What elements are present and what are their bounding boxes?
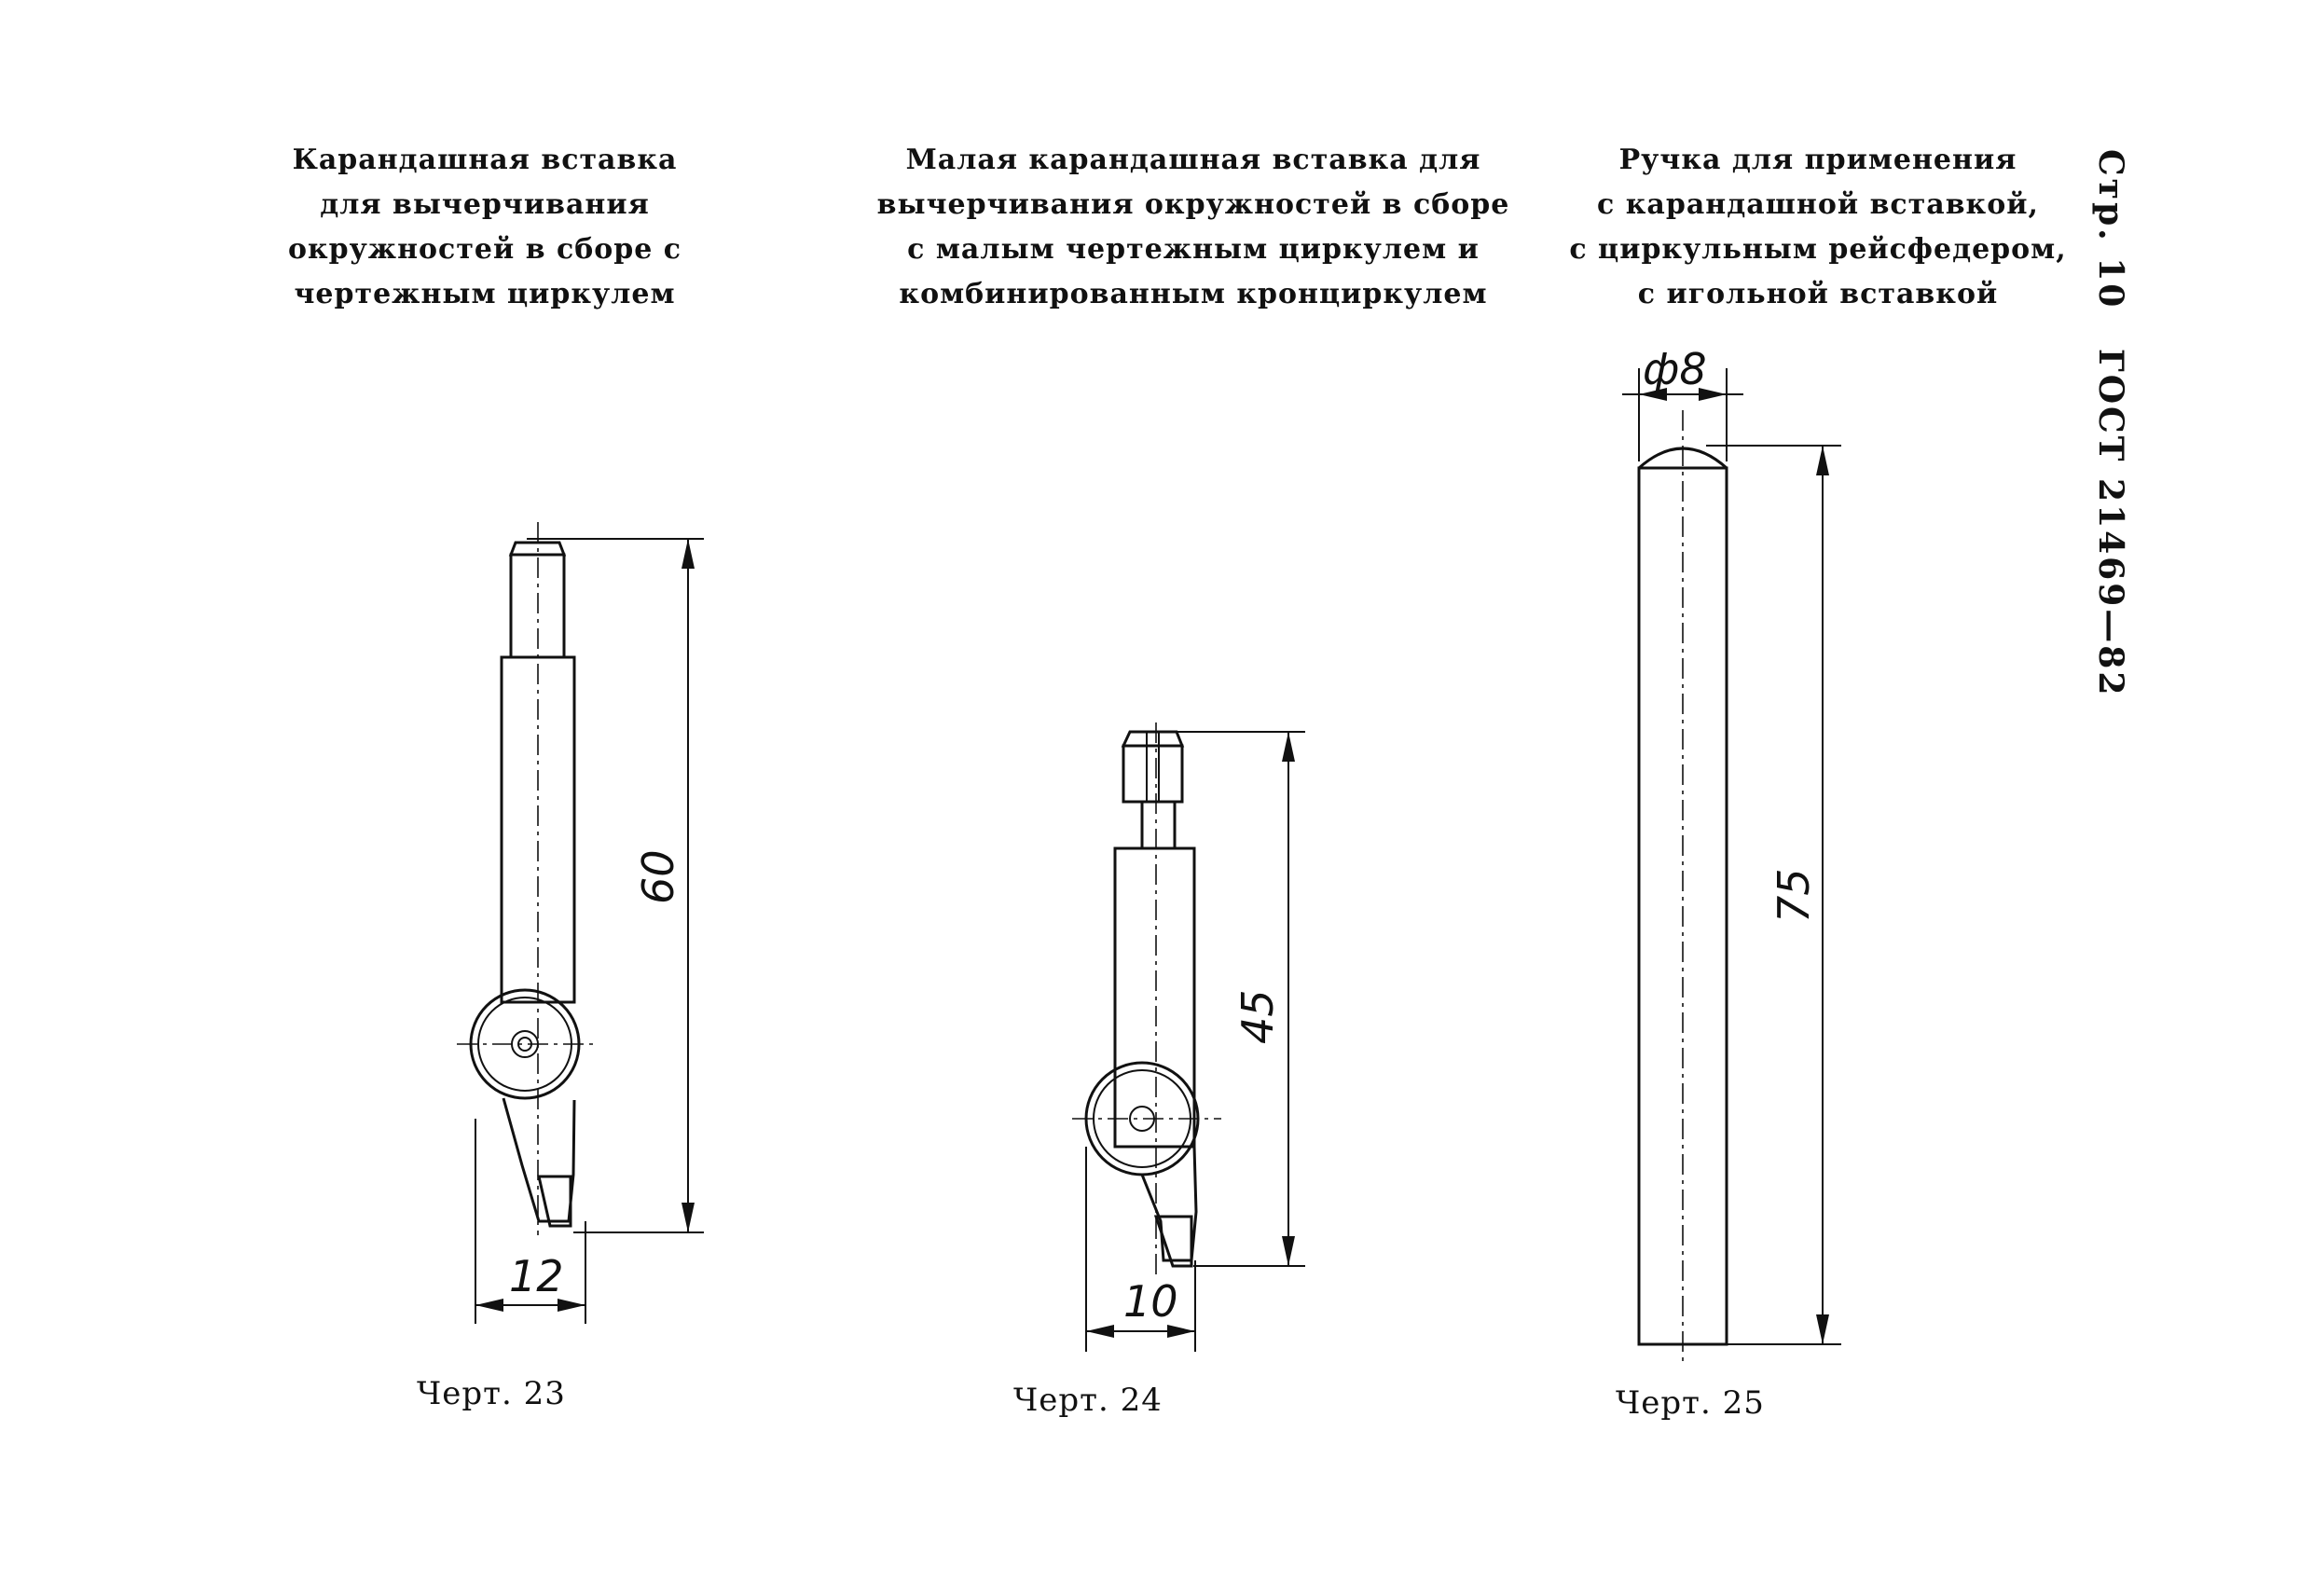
heading-line: окружностей в сборе с (287, 233, 682, 266)
heading-line: с циркульным рейсфедером, (1569, 233, 2067, 266)
arrow-head (1086, 1325, 1114, 1338)
arrow-head (1816, 1314, 1829, 1344)
dimension-length-25: 75 (1769, 868, 1819, 923)
heading-line: Ручка для применения (1618, 144, 2017, 176)
heading-line: вычерчивания окружностей в сборе (876, 188, 1510, 221)
heading-line: Малая карандашная вставка для (905, 144, 1481, 176)
dimension-length-24: 45 (1232, 989, 1283, 1044)
caption-chert-23: Черт. 23 (417, 1375, 566, 1412)
heading-line: с игольной вставкой (1637, 278, 1999, 310)
clamp-ring-outer (471, 990, 579, 1098)
heading-line: для вычерчивания (320, 188, 650, 221)
insert-upper-rod (1123, 746, 1182, 802)
arrow-head (682, 539, 695, 569)
pencil-holder (1142, 1147, 1196, 1260)
caption-chert-25: Черт. 25 (1616, 1384, 1765, 1422)
dimension-width-24: 10 (1123, 1276, 1178, 1327)
dimension-width-23: 12 (509, 1251, 564, 1301)
dimension-length-23: 60 (633, 849, 683, 904)
insert-tip (1123, 732, 1182, 746)
standard-number: ГОСТ 21469—82 (2091, 348, 2130, 698)
arrow-head (1282, 732, 1295, 762)
arrow-head (1816, 446, 1829, 475)
arrow-head (682, 1203, 695, 1232)
page-label: Стр. 10 (2091, 149, 2130, 310)
heading-line: с малым чертежным циркулем и (907, 233, 1480, 266)
drawing-chert-24 (1072, 722, 1305, 1352)
drawing-chert-25 (1622, 344, 1841, 1361)
heading-line: комбинированным кронциркулем (899, 278, 1488, 310)
heading-line: чертежным циркулем (294, 278, 676, 310)
caption-chert-24: Черт. 24 (1013, 1382, 1163, 1419)
heading-line: с карандашной вставкой, (1597, 188, 2039, 221)
arrow-head (1167, 1325, 1195, 1338)
insert-body (1115, 848, 1194, 1147)
drawing-chert-23 (457, 522, 704, 1324)
insert-neck (1142, 802, 1175, 848)
arrow-head (1282, 1236, 1295, 1266)
heading-line: Карандашная вставка (292, 144, 678, 176)
arrow-head (475, 1299, 503, 1312)
pencil-lead (539, 1176, 571, 1226)
dimension-diameter-25: ф8 (1643, 344, 1707, 394)
pencil-holder (503, 1098, 574, 1221)
